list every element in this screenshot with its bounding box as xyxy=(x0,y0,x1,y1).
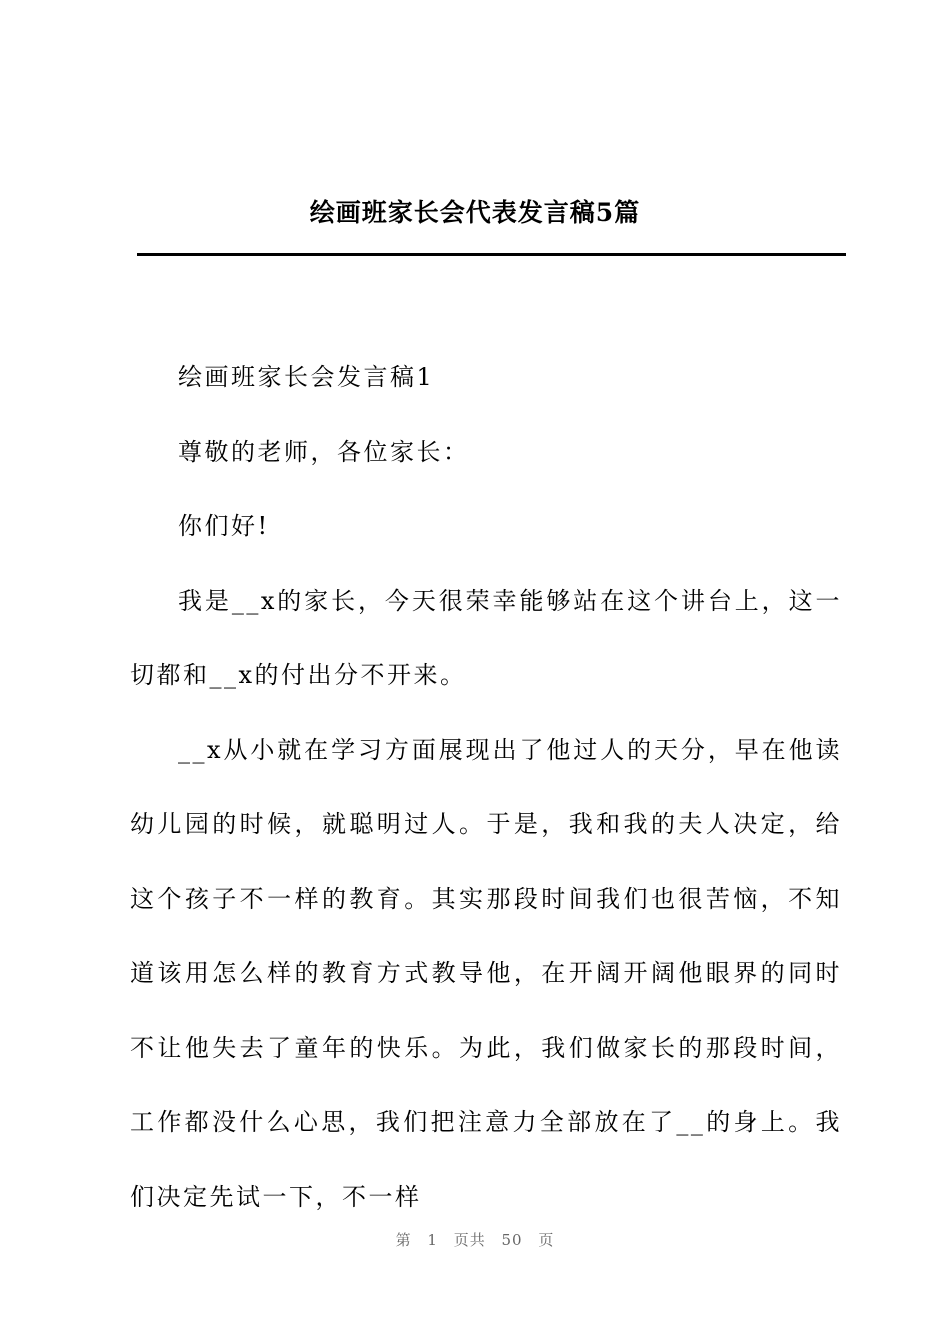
body-paragraph: 我是__x的家长，今天很荣幸能够站在这个讲台上，这一切都和__x的付出分不开来。 xyxy=(130,586,842,689)
document-body xyxy=(130,340,842,1234)
title-divider xyxy=(137,253,846,256)
section-heading: 绘画班家长会发言稿1 xyxy=(178,363,435,391)
page-number: 第 1 页共 50 页 xyxy=(395,1231,555,1249)
body-paragraph: __x从小就在学习方面展现出了他过人的天分，早在他读幼儿园的时候，就聪明过人。于是，我和我的夫人决定，给这个孩子不一样的教育。其实那段时间我们也很苦恼，不知道该用怎么样的教育方式教导他，在开阔开阔他眼界的同时不让他失去了童年的快乐。为此，我们做家长的那段时间，工作都没什么心思，我们把注意力全部放在了__的身上。我们决定先试一下，不一样 xyxy=(130,735,842,1211)
salutation: 尊敬的老师，各位家长： xyxy=(178,437,470,466)
document-title: 绘画班家长会代表发言稿5篇 xyxy=(309,198,641,227)
greeting: 你们好! xyxy=(178,512,270,540)
